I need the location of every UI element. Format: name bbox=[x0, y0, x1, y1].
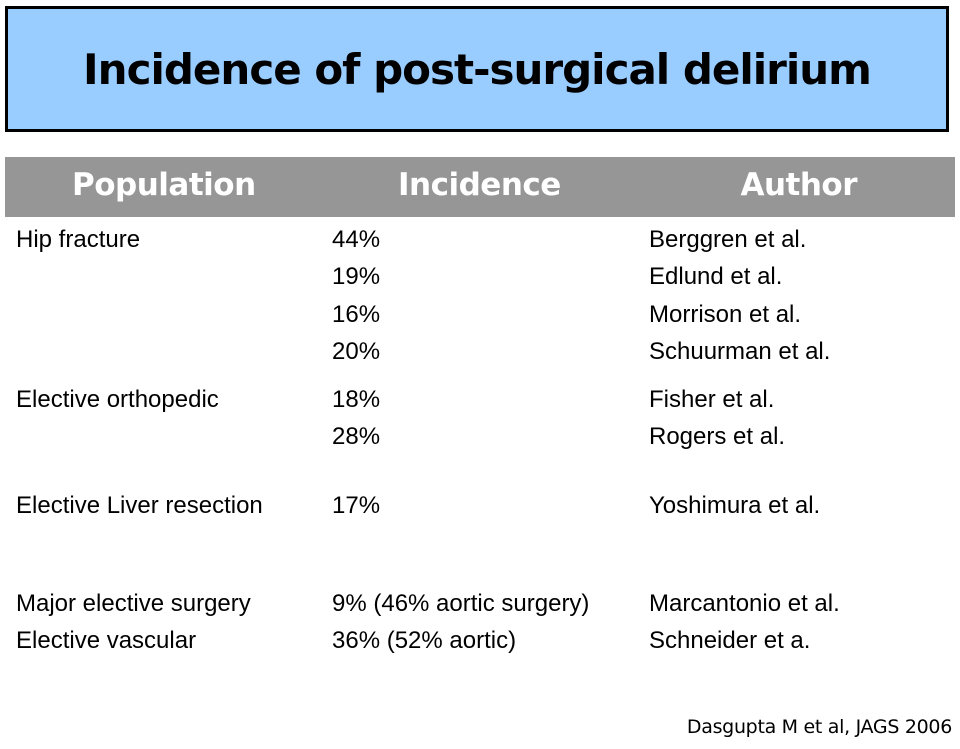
incidence-cell: 19% bbox=[332, 263, 381, 290]
author-cell: Edlund et al. bbox=[649, 263, 783, 290]
incidence-cell: 9% (46% aortic surgery) bbox=[332, 590, 590, 617]
incidence-cell: 17% bbox=[332, 492, 381, 519]
author-cell: Marcantonio et al. bbox=[649, 590, 840, 617]
incidence-cell: 44% bbox=[332, 226, 381, 253]
table-header bbox=[5, 157, 955, 217]
population-cell: Major elective surgery bbox=[16, 590, 251, 617]
header-population: Population bbox=[72, 167, 256, 203]
incidence-cell: 18% bbox=[332, 386, 381, 413]
population-cell: Elective vascular bbox=[16, 627, 197, 654]
author-cell: Rogers et al. bbox=[649, 423, 786, 450]
incidence-cell: 28% bbox=[332, 423, 381, 450]
author-cell: Yoshimura et al. bbox=[649, 492, 821, 519]
header-incidence: Incidence bbox=[398, 167, 561, 203]
incidence-cell: 20% bbox=[332, 338, 381, 365]
author-cell: Fisher et al. bbox=[649, 386, 775, 413]
incidence-cell: 16% bbox=[332, 301, 381, 328]
author-cell: Schuurman et al. bbox=[649, 338, 831, 365]
population-cell: Elective Liver resection bbox=[16, 492, 263, 519]
incidence-cell: 36% (52% aortic) bbox=[332, 627, 517, 654]
citation: Dasgupta M et al, JAGS 2006 bbox=[686, 716, 952, 738]
population-cell: Elective orthopedic bbox=[16, 386, 219, 413]
population-cell: Hip fracture bbox=[16, 226, 141, 253]
header-author: Author bbox=[740, 167, 857, 203]
title-box bbox=[5, 6, 949, 132]
author-cell: Schneider et a. bbox=[649, 627, 811, 654]
slide-title: Incidence of post-surgical delirium bbox=[83, 44, 871, 94]
author-cell: Morrison et al. bbox=[649, 301, 802, 328]
author-cell: Berggren et al. bbox=[649, 226, 807, 253]
